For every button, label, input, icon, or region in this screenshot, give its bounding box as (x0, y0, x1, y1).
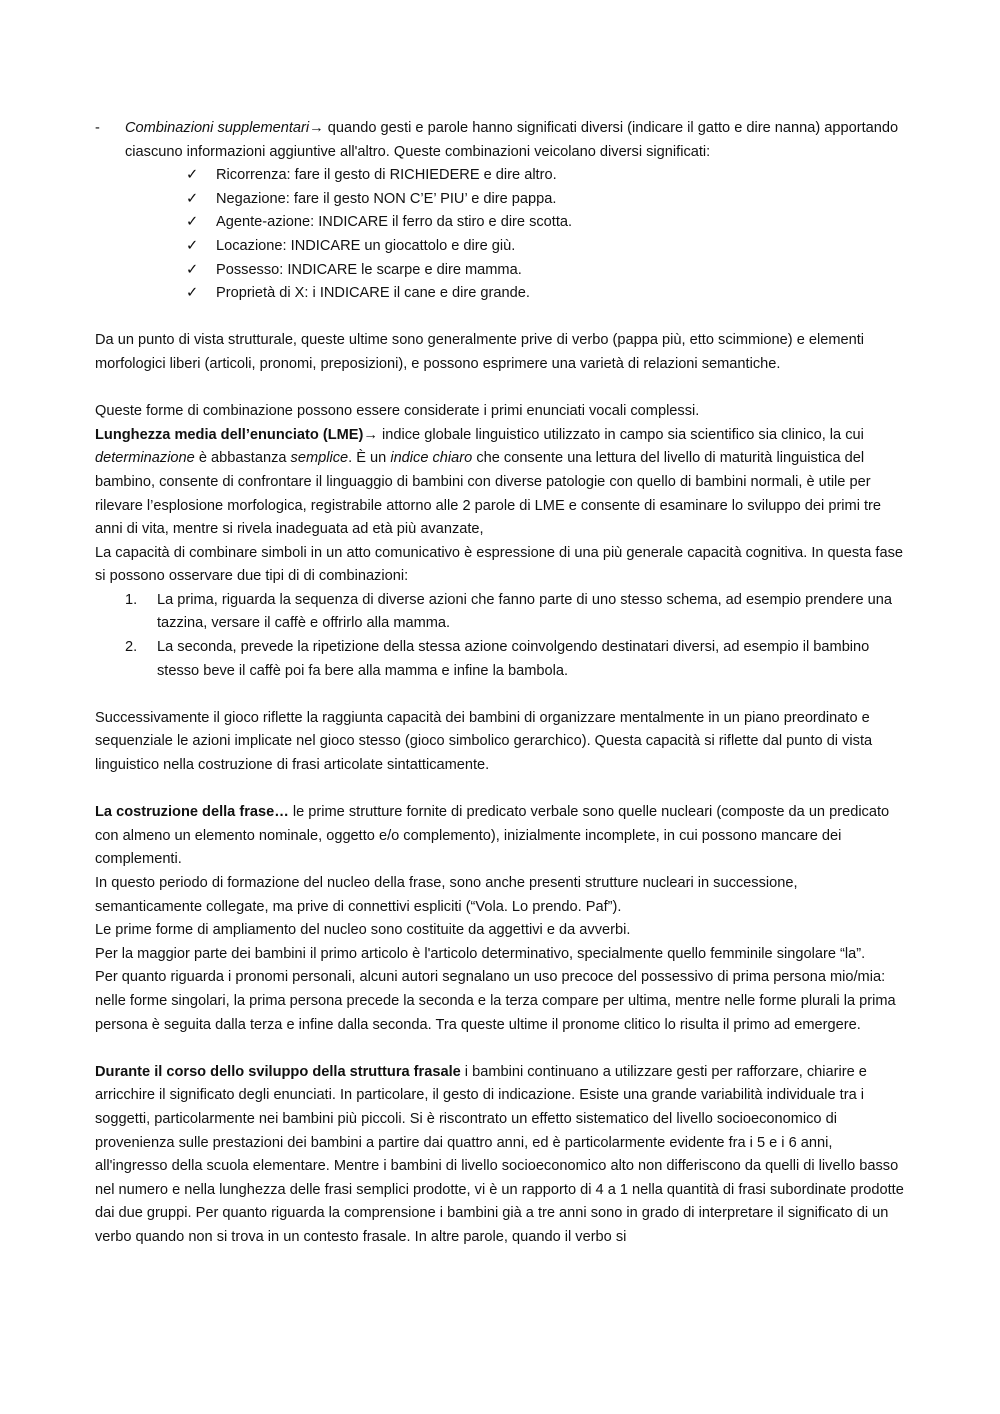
list-item (186, 164, 907, 188)
expansion-paragraph: Le prime forme di ampliamento del nucleo sono costituite da aggettivi e da avverbi. (95, 922, 631, 939)
development-paragraph (95, 1061, 907, 1250)
paragraph-gap (95, 778, 907, 802)
intro-text: quando gesti e parole hanno significati diversi (indicare il gatto e dire nanna) apportando ciascuno informazioni aggiuntive all'altro. Queste combinazioni veicolano diversi significati: (125, 120, 899, 160)
lme-italic: indice chiaro (390, 450, 473, 467)
lme-term: Lunghezza media dell’enunciato (LME) (95, 426, 364, 443)
list-item-text: Locazione: INDICARE un giocattolo e dire giù. (216, 237, 516, 254)
lme-paragraph (95, 424, 907, 542)
list-item-text: Ricorrenza: fare il gesto di RICHIEDERE e dire altro. (216, 167, 557, 184)
arrow-icon: → (363, 426, 378, 443)
arrow-icon: → (309, 120, 324, 136)
lme-text: che consente una lettura del livello di maturità linguistica del bambino, consente di confrontare il linguaggio di bambini con diverse patologie con quello di bambini normali, è utile per rilevare l’esplosione morfologica, registrabile attorno alle 2 parole di LME e consente di esaminare lo sviluppo dei primi tre anni di vita, mentre si rivela inadeguata ad età più avanzate, (95, 450, 882, 538)
paragraph-gap (95, 683, 907, 707)
checkmark-icon: ✓ (186, 237, 199, 254)
section-heading: La costruzione della frase… (95, 804, 289, 821)
play-paragraph: Successivamente il gioco riflette la raggiunta capacità dei bambini di organizzare mentalmente in un piano preordinato e sequenziale le azioni implicate nel gioco stesso (gioco simbolico gerarchico). Questa capacità si riflette dal punto di vista linguistico nella costruzione di frasi articolate sintatticamente. (95, 709, 873, 774)
list-number: 1. (125, 591, 138, 608)
checkmark-icon: ✓ (186, 261, 199, 278)
intro-term: Combinazioni supplementari (125, 120, 310, 136)
list-item-text: La prima, riguarda la sequenza di diverse azioni che fanno parte di uno stesso schema, ad esempio prendere una tazzina, versare il caffè e offrirlo alla mamma. (157, 591, 893, 632)
page-content (95, 117, 907, 1250)
list-item (186, 259, 907, 283)
list-item-text: Possesso: INDICARE le scarpe e dire mamma. (216, 261, 522, 278)
lme-text: è abbastanza (194, 450, 291, 467)
list-item-text: La seconda, prevede la ripetizione della stessa azione coinvolgendo destinatari diversi, ad esempio il bambino stesso beve il caffè poi fa bere alla mamma e infine la bambola. (157, 639, 870, 679)
forms-paragraph: Queste forme di combinazione possono essere considerate i primi enunciati vocali complessi. (95, 403, 700, 420)
period-paragraph: In questo periodo di formazione del nucleo della frase, sono anche presenti strutture nucleari in successione, semanticamente collegate, ma prive di connettivi espliciti (“Vola. Lo prendo. Paf”). (95, 875, 798, 915)
list-item-text: Negazione: fare il gesto NON C’E’ PIU’ e dire pappa. (216, 190, 557, 207)
lme-text: . È un (348, 450, 391, 467)
structure-paragraph: Da un punto di vista strutturale, queste ultime sono generalmente prive di verbo (pappa più, etto scimmione) e elementi morfologici liberi (articoli, pronomi, preposizioni), e possono esprimere una varietà di relazioni semantiche. (95, 332, 865, 372)
section-heading: Durante il corso dello sviluppo della struttura frasale (95, 1063, 461, 1080)
paragraph-text: le prime strutture fornite di predicato verbale sono quelle nucleari (composte da un predicato con almeno un elemento nominale, oggetto e/o complemento), inizialmente incomplete, in cui possono mancare dei complementi. (95, 804, 890, 868)
capacity-paragraph: La capacità di combinare simboli in un atto comunicativo è espressione di una più generale capacità cognitiva. In questa fase si possono osservare due tipi di di combinazioni: (95, 544, 904, 585)
checkmark-icon: ✓ (186, 285, 199, 302)
checkmark-icon: ✓ (186, 190, 199, 207)
check-list (95, 164, 907, 306)
dash-bullet: - (95, 120, 100, 136)
pronouns-paragraph: Per quanto riguarda i pronomi personali, alcuni autori segnalano un uso precoce del possessivo di prima persona mio/mia: nelle forme singolari, la prima persona precede la seconda e la terza compare per ultima, mentre nelle forme plurali la prima persona è seguita dalla terza e infine dalla seconda. Tra queste ultime il pronome clitico lo risulta il primo ad emergere. (95, 969, 896, 1033)
list-item-text: Agente-azione: INDICARE il ferro da stiro e dire scotta. (216, 214, 573, 231)
paragraph-gap (95, 306, 907, 330)
lme-italic: semplice (290, 450, 349, 467)
list-item-text: Proprietà di X: i INDICARE il cane e dire grande. (216, 285, 530, 302)
paragraph-text: i bambini continuano a utilizzare gesti per rafforzare, chiarire e arricchire il significato degli enunciati. In particolare, il gesto di indicazione. Esiste una grande variabilità individuale tra i soggetti, particolarmente nei bambini più piccoli. Si è riscontrato un effetto sistematico del livello socioeconomico di provenienza sulle prestazioni dei bambini a partire dai quattro anni, ed è particolarmente evidente fra i 5 e i 6 anni, all'ingresso della scuola elementare. Mentre i bambini di livello socioeconomico alto non differiscono da quelli di livello basso nel numero e nella lunghezza delle frasi semplici prodotte, vi è un rapporto di 4 a 1 nella quantità di frasi subordinate prodotte dai due gruppi. Per quanto riguarda la comprensione i bambini già a tre anni sono in grado di interpretare il significato di un verbo quando non si trova in un contesto frasale. In altre parole, quando il verbo si (95, 1063, 904, 1245)
list-item (186, 211, 907, 235)
lme-text: indice globale linguistico utilizzato in campo sia scientifico sia clinico, la cui (377, 426, 864, 443)
numbered-list (95, 589, 907, 683)
intro-paragraph (95, 117, 907, 164)
list-item (186, 235, 907, 259)
list-item (186, 188, 907, 212)
article-paragraph: Per la maggior parte dei bambini il primo articolo è l'articolo determinativo, specialmente quello femminile singolare “la”. (95, 945, 866, 962)
checkmark-icon: ✓ (186, 167, 199, 184)
sentence-construction-paragraph (95, 801, 907, 872)
checkmark-icon: ✓ (186, 214, 199, 231)
list-item (125, 636, 907, 683)
list-number: 2. (125, 639, 138, 656)
paragraph-gap (95, 377, 907, 401)
list-item (186, 282, 907, 306)
list-item (125, 589, 907, 636)
paragraph-gap (95, 1037, 907, 1061)
lme-italic: determinazione (95, 450, 195, 467)
